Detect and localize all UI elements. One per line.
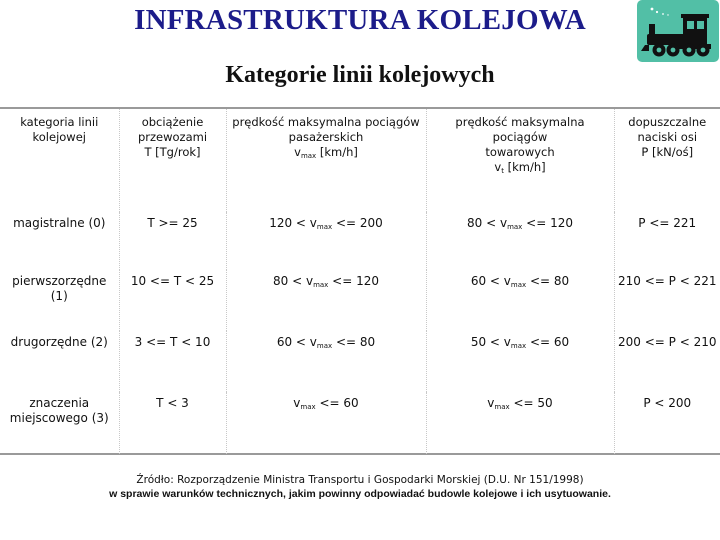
cell-load: T < 3 — [119, 392, 226, 454]
table-row — [0, 212, 720, 270]
cell-category: magistralne (0) — [13, 216, 106, 230]
categories-table — [0, 107, 720, 455]
header-category: kategoria linii kolejowej — [20, 115, 99, 144]
cell-axle-load: P < 200 — [614, 392, 720, 454]
header-freight-speed: prędkość maksymalna pociągów towarowych $v_t$ [km/h] — [426, 109, 614, 212]
cell-freight-speed: $50 < v_{max} <= 60$ — [426, 331, 614, 392]
source-note: w sprawie warunków technicznych, jakim powinny odpowiadać budowle kolejowe i ich usytuowanie. — [109, 488, 611, 500]
cell-passenger-speed: $60 < v_{max} <= 80$ — [226, 331, 426, 392]
cell-category: pierwszorzędne (1) — [12, 274, 107, 303]
cell-load: T >= 25 — [119, 212, 226, 270]
table-row — [0, 392, 720, 454]
cell-axle-load: P <= 221 — [614, 212, 720, 270]
cell-load: 3 <= T < 10 — [119, 331, 226, 392]
table-row — [0, 331, 720, 392]
page-subtitle: Kategorie linii kolejowych — [225, 62, 495, 88]
cell-freight-speed: $80 < v_{max} <= 120$ — [426, 212, 614, 270]
table-row — [0, 270, 720, 331]
header-axle-load: dopuszczalne naciski osi P [kN/oś] — [614, 109, 720, 212]
header-load: obciążenie przewozami T [Tg/rok] — [119, 109, 226, 212]
cell-category: znaczenia miejscowego (3) — [9, 396, 109, 425]
header-passenger-speed: prędkość maksymalna pociągów pasażerskich $v_{max}$ [km/h] — [226, 109, 426, 212]
cell-load: 10 <= T < 25 — [119, 270, 226, 331]
cell-passenger-speed: $80 < v_{max} <= 120$ — [226, 270, 426, 331]
cell-passenger-speed: $v_{max} <= 60$ — [226, 392, 426, 454]
cell-freight-speed: $v_{max} <= 50$ — [426, 392, 614, 454]
cell-category: drugorzędne (2) — [10, 335, 108, 349]
cell-axle-load: 210 <= P < 221 — [614, 270, 720, 331]
cell-axle-load: 200 <= P < 210 — [614, 331, 720, 392]
cell-passenger-speed: $120 < v_{max} <= 200$ — [226, 212, 426, 270]
source-citation: Źródło: Rozporządzenie Ministra Transportu i Gospodarki Morskiej (D.U. Nr 151/1998) — [136, 474, 584, 486]
table-header-row — [0, 109, 720, 212]
train-locomotive-icon — [637, 0, 719, 62]
train-logo — [637, 0, 719, 62]
cell-freight-speed: $60 < v_{max} <= 80$ — [426, 270, 614, 331]
page-title: INFRASTRUKTURA KOLEJOWA — [134, 4, 586, 36]
